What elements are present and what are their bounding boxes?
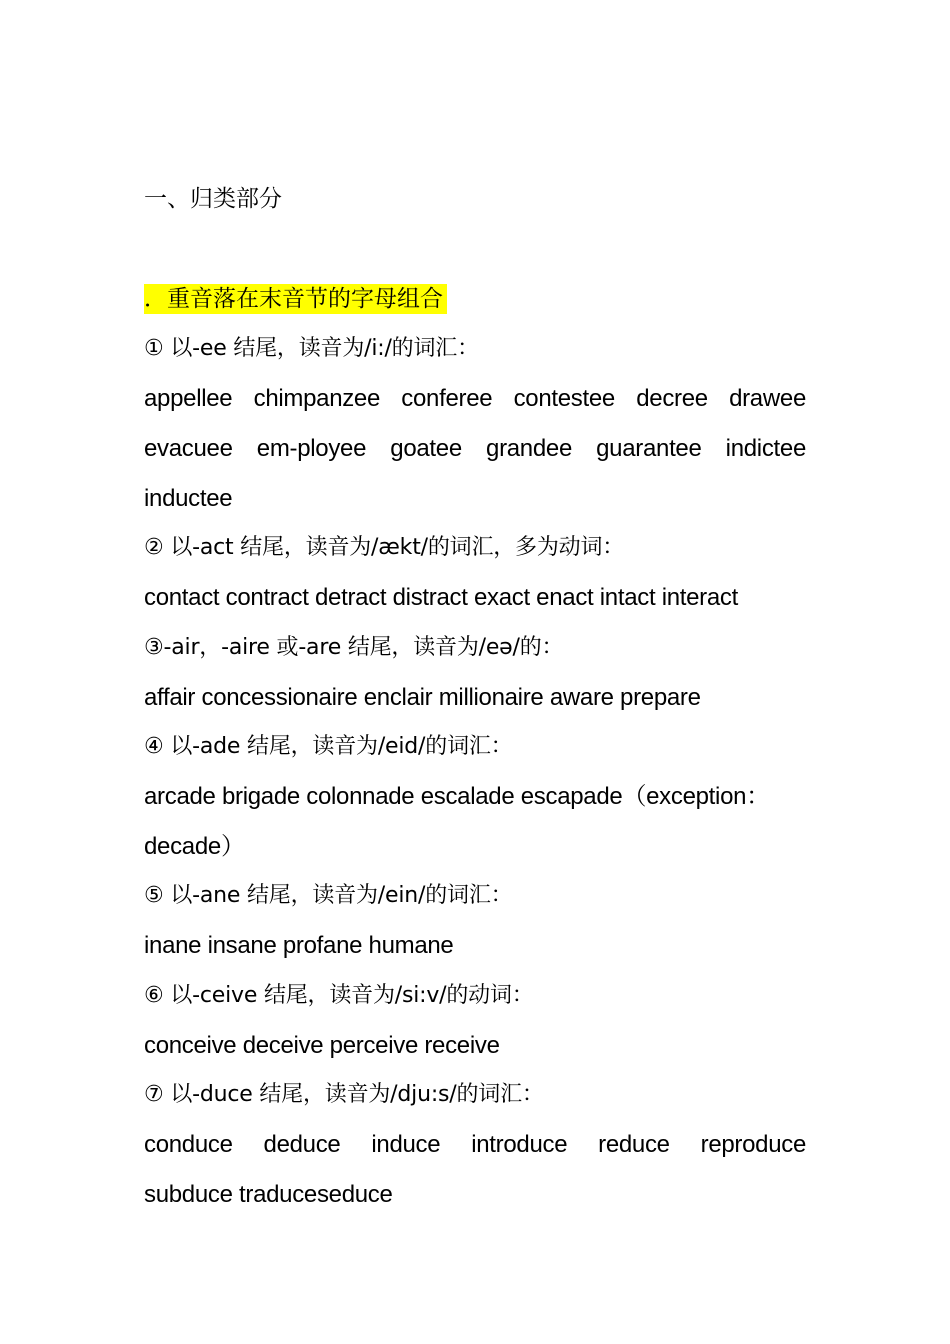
group-label-duce: ⑦ 以-duce 结尾，读音为/dju:s/的词汇：	[144, 1082, 544, 1107]
word-line-ee-1: appellee chimpanzee conferee contestee decree drawee	[144, 385, 806, 412]
section-title: 一、归类部分	[144, 186, 282, 212]
group-label-ceive: ⑥ 以-ceive 结尾，读音为/si:v/的动词：	[144, 983, 534, 1008]
group-label-act: ② 以-act 结尾，读音为/ækt/的词汇，多为动词：	[144, 535, 625, 560]
group-label-air: ③-air，-aire 或-are 结尾，读音为/eə/的：	[144, 635, 564, 660]
word-line-duce-2: subduce traduceseduce	[144, 1181, 393, 1208]
subsection-title-row	[144, 284, 806, 314]
word-line-air-1: affair concessionaire enclair millionaire aware prepare	[144, 684, 701, 711]
group-label-ane: ⑤ 以-ane 结尾，读音为/ein/的词汇：	[144, 883, 513, 908]
word-line-duce-1: conduce deduce induce introduce reduce reproduce	[144, 1131, 806, 1158]
word-line-ceive-1: conceive deceive perceive receive	[144, 1032, 500, 1059]
word-line-ade-2: decade）	[144, 833, 245, 860]
word-line-act-1: contact contract detract distract exact enact intact interact	[144, 584, 738, 611]
word-line-ade-1: arcade brigade colonnade escalade escapade（exception：	[144, 783, 770, 810]
word-line-ane-1: inane insane profane humane	[144, 932, 454, 959]
group-label-ade: ④ 以-ade 结尾，读音为/eid/的词汇：	[144, 734, 513, 759]
word-line-ee-3: inductee	[144, 485, 233, 512]
subsection-title: ．重音落在末音节的字母组合	[144, 284, 447, 314]
group-label-ee: ① 以-ee 结尾，读音为/i:/的词汇：	[144, 336, 479, 361]
word-line-ee-2: evacuee em-ployee goatee grandee guarantee indictee	[144, 435, 806, 462]
